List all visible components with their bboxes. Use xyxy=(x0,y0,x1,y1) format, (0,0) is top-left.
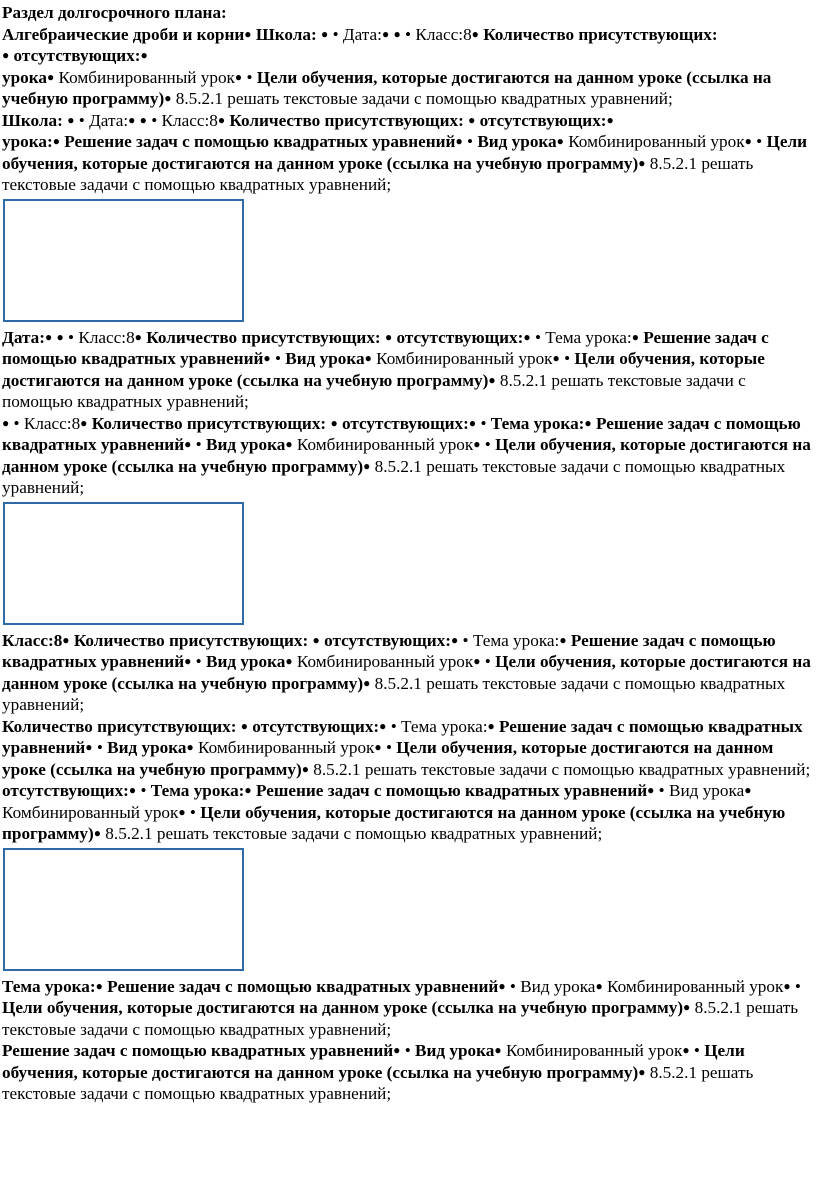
bullet-icon: ● xyxy=(56,329,64,344)
bullet-icon: ● xyxy=(134,329,142,344)
labels-class-value: 8 xyxy=(209,110,218,130)
labels-lesson-type-full: Вид урока xyxy=(285,349,365,368)
bullet-icon: ● xyxy=(44,329,53,344)
labels-goal-value: 8.5.2.1 решать текстовые задачи с помощью квадратных уравнений; xyxy=(2,456,786,497)
bullet-icon: ● xyxy=(487,718,495,733)
labels-lesson-type-value: Комбинированный урок xyxy=(296,435,474,454)
bullet-icon: ● xyxy=(186,740,194,754)
labels-absent: отсутствующих: xyxy=(479,110,607,130)
bullet-icon: ● xyxy=(393,1043,401,1057)
bullet-icon: ● xyxy=(321,26,329,41)
bullet-icon: ● xyxy=(638,155,646,170)
bullet-icon: ● xyxy=(184,654,192,668)
labels-lesson-word: урока xyxy=(2,67,47,87)
bullet-icon: ● xyxy=(498,978,506,993)
bullet-icon: ● xyxy=(62,632,70,647)
bullet-icon: ● xyxy=(46,69,55,84)
bullet-icon: • xyxy=(534,327,541,347)
bullet-icon: ● xyxy=(2,48,10,62)
bullet-icon: ● xyxy=(263,351,271,365)
section-topic: Алгебраические дроби и корни xyxy=(2,24,245,44)
labels-absent: отсутствующих: xyxy=(252,716,380,736)
labels-lesson-topic: Тема урока: xyxy=(150,781,245,800)
labels-lesson-type-value: Комбинированный урок xyxy=(376,349,553,368)
labels-lesson-topic: Тема урока: xyxy=(472,630,560,650)
section-paragraph-6 xyxy=(2,716,814,781)
bullet-icon: ● xyxy=(683,1000,691,1014)
bullet-icon: • xyxy=(390,716,397,736)
bullet-icon: ● xyxy=(80,415,88,430)
labels-lesson-type-full: Вид урока xyxy=(669,781,745,800)
bullet-icon: • xyxy=(466,132,474,151)
labels-goals: Цели обучения, которые достигаются на данном уроке (ссылка на учебную программу) xyxy=(2,435,811,476)
labels-goal-value: 8.5.2.1 решать текстовые задачи с помощью квадратных уравнений; xyxy=(2,673,786,714)
labels-lesson-type-value: Комбинированный урок xyxy=(2,802,179,822)
bullet-icon: ● xyxy=(312,632,320,647)
labels-goal-value: 8.5.2.1 решать текстовые задачи с помощью квадратных уравнений; xyxy=(175,89,673,108)
bullet-icon: ● xyxy=(128,783,137,797)
labels-absent: отсутствующих: xyxy=(2,781,129,800)
bullet-icon: ● xyxy=(595,978,603,993)
labels-lesson-type-full: Вид урока xyxy=(415,1041,495,1060)
labels-goals: Цели обучения, которые достигаются на данном уроке (ссылка на учебную программу) xyxy=(2,67,772,108)
bullet-icon: ● xyxy=(631,329,639,344)
bullet-icon: • xyxy=(96,738,103,757)
labels-lesson-topic: Тема урока: xyxy=(401,716,488,736)
bullet-icon: ● xyxy=(140,48,148,62)
labels-lesson-topic: Тема урока: xyxy=(490,413,585,433)
bullet-icon: • xyxy=(13,413,20,433)
labels-goals: Цели обучения, которые достигаются на данном уроке (ссылка на учебную программу) xyxy=(2,1041,745,1082)
bullet-icon: ● xyxy=(559,632,567,647)
section-label: Раздел долгосрочного плана: xyxy=(2,3,227,22)
bullet-icon: ● xyxy=(682,1043,690,1057)
labels-present: Количество присутствующих: xyxy=(2,716,237,736)
bullet-icon: • xyxy=(484,652,491,671)
labels-lesson-type-value: Комбинированный урок xyxy=(198,738,375,757)
section-paragraph-1 xyxy=(2,2,814,110)
bullet-icon: • xyxy=(484,435,491,454)
labels-lesson-topic: Тема урока: xyxy=(2,976,96,996)
bullet-icon: ● xyxy=(128,112,136,127)
bullet-icon: ● xyxy=(240,718,248,733)
bullet-icon: • xyxy=(564,349,571,368)
labels-lesson-topic: Тема урока: xyxy=(545,327,632,347)
labels-absent: отсутствующих: xyxy=(324,630,451,650)
bullet-icon: • xyxy=(462,630,469,650)
labels-lesson-type-value: Комбинированный урок xyxy=(606,976,784,996)
bullet-icon: ● xyxy=(184,437,192,451)
section-paragraph-4 xyxy=(2,413,814,499)
labels-class: Класс: xyxy=(2,630,54,650)
bullet-icon: ● xyxy=(330,415,338,430)
labels-lesson-type-full: Вид урока xyxy=(205,652,286,671)
labels-present: Количество присутствующих: xyxy=(229,110,464,130)
labels-goals: Цели обучения, которые достигаются на данном уроке (ссылка на учебную программу) xyxy=(2,349,765,390)
bullet-icon: ● xyxy=(363,458,371,473)
bullet-icon: • xyxy=(693,1041,700,1060)
labels-lesson-type-value: Комбинированный урок xyxy=(568,132,745,151)
labels-class-value: 8 xyxy=(71,413,81,433)
labels-lesson-type-value: Комбинированный урок xyxy=(505,1041,683,1060)
bullet-icon: ● xyxy=(647,783,655,797)
bullet-icon: • xyxy=(189,802,196,822)
section-paragraph-7 xyxy=(2,780,814,845)
bullet-icon: ● xyxy=(471,26,479,41)
labels-goals: Цели обучения, которые достигаются на данном уроке (ссылка на учебную программу) xyxy=(2,998,684,1017)
bullet-icon: ● xyxy=(783,978,791,993)
bullet-icon: ● xyxy=(363,675,371,690)
labels-goal-value: 8.5.2.1 решать текстовые задачи с помощью квадратных уравнений; xyxy=(105,824,603,843)
bullet-icon: ● xyxy=(473,654,481,668)
bullet-icon: ● xyxy=(455,134,463,148)
labels-lesson-type-full: Вид урока xyxy=(520,976,596,996)
labels-topic-value: Решение задач с помощью квадратных уравнений xyxy=(2,630,776,671)
document-page xyxy=(2,2,814,1105)
bullet-icon: • xyxy=(405,24,412,44)
labels-topic-value: Решение задач с помощью квадратных уравнений xyxy=(2,327,769,368)
bullet-icon: ● xyxy=(451,632,459,647)
bullet-icon: • xyxy=(151,110,158,130)
bullet-icon: ● xyxy=(301,761,309,776)
labels-goal-value: 8.5.2.1 решать текстовые задачи с помощью квадратных уравнений; xyxy=(2,998,799,1039)
labels-school: Школа: xyxy=(2,110,63,130)
bullet-icon: ● xyxy=(638,1064,646,1079)
section-paragraph-5 xyxy=(2,630,814,716)
labels-lesson-type-full: Вид урока xyxy=(205,435,286,454)
bullet-icon: ● xyxy=(2,415,10,430)
bullet-icon: ● xyxy=(374,740,382,754)
labels-class-value: 8 xyxy=(463,24,472,44)
bullet-icon: ● xyxy=(95,978,103,993)
labels-school: Школа: xyxy=(255,24,317,44)
bullet-icon: ● xyxy=(85,740,93,754)
labels-present: Количество присутствующих: xyxy=(483,24,718,44)
labels-topic-value: Решение задач с помощью квадратных уравнений xyxy=(107,976,499,996)
section-paragraph-3 xyxy=(2,327,814,413)
bullet-icon: • xyxy=(246,67,253,87)
labels-lesson-type-full: Вид урока xyxy=(107,738,187,757)
bullet-icon: • xyxy=(195,435,202,454)
labels-goal-value: 8.5.2.1 решать текстовые задачи с помощью квадратных уравнений; xyxy=(2,1062,754,1103)
labels-goals: Цели обучения, которые достигаются на данном уроке (ссылка на учебную программу) xyxy=(2,652,811,693)
bullet-icon: • xyxy=(195,652,202,671)
labels-goal-value: 8.5.2.1 решать текстовые задачи с помощью квадратных уравнений; xyxy=(313,759,811,779)
labels-date: Дата: xyxy=(342,24,382,44)
labels-lesson-type-value: Комбинированный урок xyxy=(296,652,474,671)
bullet-icon: ● xyxy=(488,372,496,387)
section-paragraph-2: Школа: ● • Дата:● ● • Класс:8● Количество присутствующих: ● отсутствующих:● урока:● Решение задач с помощью квадратных уравнений● • Вид урока● Комбинированный урок● • Цели обучения, которые достигаются на данном уроке (ссылка на учебную программу)● 8.5.2.1 решать текстовые задачи с помощью квадратных уравнений; xyxy=(2,110,807,194)
labels-goals: Цели обучения, которые достигаются на данном уроке (ссылка на учебную программу) xyxy=(2,132,807,173)
labels-present: Количество присутствующих: xyxy=(91,413,327,433)
bullet-icon: ● xyxy=(244,783,252,797)
labels-lesson-word: урока xyxy=(2,132,47,151)
bullet-icon: ● xyxy=(552,351,560,365)
labels-topic-value: Решение задач с помощью квадратных уравнений xyxy=(64,132,456,151)
labels-goals: Цели обучения, которые достигаются на данном уроке (ссылка на учебную программу) xyxy=(2,738,774,779)
bullet-icon: • xyxy=(756,132,763,151)
labels-goals: Цели обучения, которые достигаются на данном уроке (ссылка на учебную программу) xyxy=(2,802,786,843)
labels-topic-value: Решение задач с помощью квадратных уравнений xyxy=(255,781,648,800)
labels-class-value: 8 xyxy=(126,327,135,347)
labels-goal-value: 8.5.2.1 решать текстовые задачи с помощью квадратных уравнений; xyxy=(2,153,754,194)
labels-absent: отсутствующих: xyxy=(13,46,141,65)
bullet-icon: • xyxy=(480,413,487,433)
bullet-icon: ● xyxy=(178,804,186,819)
bullet-icon: ● xyxy=(379,718,387,733)
bullet-icon: • xyxy=(68,327,75,347)
bullet-icon: ● xyxy=(285,437,293,451)
bullet-icon: ● xyxy=(52,134,60,148)
image-placeholder-2 xyxy=(3,502,244,625)
labels-topic-value: Решение задач с помощью квадратных уравнений xyxy=(2,1041,394,1060)
bullet-icon: ● xyxy=(606,112,614,127)
labels-lesson-type-full: Вид урока xyxy=(477,132,557,151)
bullet-icon: • xyxy=(140,781,147,800)
labels-class-value: 8 xyxy=(53,630,63,650)
bullet-icon: ● xyxy=(473,437,481,451)
bullet-icon: • xyxy=(385,738,392,757)
labels-class: Класс: xyxy=(23,413,72,433)
section-paragraph-8 xyxy=(2,976,814,1041)
labels-class: Класс: xyxy=(415,24,464,44)
bullet-icon: ● xyxy=(584,415,592,430)
labels-present: Количество присутствующих: xyxy=(73,630,309,650)
bullet-icon: • xyxy=(404,1041,411,1060)
labels-lesson-type-value: Комбинированный урок xyxy=(58,67,235,87)
bullet-icon: ● xyxy=(494,1043,502,1057)
bullet-icon: • xyxy=(78,110,85,130)
labels-goal-value: 8.5.2.1 решать текстовые задачи с помощью квадратных уравнений; xyxy=(2,370,746,411)
labels-class: Класс: xyxy=(161,110,210,130)
bullet-icon: ● xyxy=(364,351,372,365)
bullet-icon: ● xyxy=(93,826,101,840)
labels-present: Количество присутствующих: xyxy=(146,327,381,347)
labels-absent: отсутствующих: xyxy=(341,413,469,433)
bullet-icon: ● xyxy=(468,112,476,127)
bullet-icon: • xyxy=(332,24,339,44)
bullet-icon: ● xyxy=(393,26,401,41)
bullet-icon: ● xyxy=(381,26,390,41)
bullet-icon: ● xyxy=(523,329,531,344)
section-paragraph-9 xyxy=(2,1040,814,1105)
bullet-icon: ● xyxy=(234,69,243,84)
bullet-icon: ● xyxy=(744,134,752,148)
bullet-icon: ● xyxy=(556,134,564,148)
labels-date: Дата: xyxy=(89,110,129,130)
bullet-icon: ● xyxy=(217,112,226,127)
bullet-icon: ● xyxy=(285,654,293,668)
bullet-icon: • xyxy=(658,781,665,800)
image-placeholder-3 xyxy=(3,848,244,971)
bullet-icon: • xyxy=(794,976,801,996)
bullet-icon: • xyxy=(274,349,281,368)
bullet-icon: ● xyxy=(164,91,172,105)
labels-date: Дата: xyxy=(2,327,45,347)
labels-class: Класс: xyxy=(78,327,127,347)
labels-topic-value: Решение задач с помощью квадратных уравнений xyxy=(2,716,803,757)
bullet-icon: ● xyxy=(139,112,147,127)
bullet-icon: ● xyxy=(244,26,252,41)
bullet-icon: ● xyxy=(468,415,477,430)
image-placeholder-1 xyxy=(3,199,244,322)
bullet-icon: ● xyxy=(384,329,393,344)
labels-topic-value: Решение задач с помощью квадратных уравнений xyxy=(2,413,801,454)
bullet-icon: ● xyxy=(744,783,752,797)
bullet-icon: • xyxy=(509,976,516,996)
labels-absent: отсутствующих: xyxy=(396,327,524,347)
bullet-icon: ● xyxy=(67,112,75,127)
